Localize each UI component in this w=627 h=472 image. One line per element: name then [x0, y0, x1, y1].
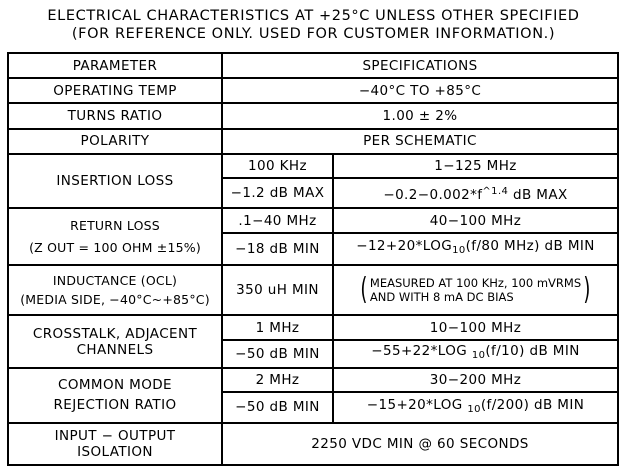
- common-mode-freq-high: 30−200 MHz: [333, 368, 618, 392]
- crosstalk-value-high: [333, 340, 618, 368]
- table-row-operating-temp: [8, 78, 618, 103]
- common-mode-label-line-1: COMMON MODE: [58, 377, 172, 394]
- crosstalk-formula-tail: (f/10) dB MIN: [485, 343, 580, 360]
- isolation-label-line-2: ISOLATION: [77, 443, 153, 460]
- table-row-return-loss-freq: [8, 208, 618, 232]
- isolation-label-line-1: INPUT − OUTPUT: [54, 427, 176, 444]
- isolation-label: [8, 423, 222, 466]
- turns-ratio-value: 1.00 ± 2%: [222, 103, 618, 128]
- crosstalk-value-low: −50 dB MIN: [222, 340, 333, 368]
- operating-temp-label: OPERATING TEMP: [8, 78, 222, 103]
- return-loss-label: [8, 208, 222, 265]
- header-line-2: (FOR REFERENCE ONLY. USED FOR CUSTOMER INFORMATION.): [71, 26, 556, 42]
- return-loss-formula-main: −12+20*LOG: [356, 238, 453, 255]
- insertion-loss-freq-high: 1−125 MHz: [333, 154, 618, 178]
- insertion-loss-value-low: −1.2 dB MAX: [222, 178, 333, 208]
- left-paren-icon: (: [360, 272, 368, 308]
- crosstalk-freq-high: 10−100 MHz: [333, 315, 618, 339]
- table-row-common-mode-freq: [8, 368, 618, 392]
- inductance-condition-line-1: MEASURED AT 100 KHz, 100 mVRMS: [369, 276, 582, 291]
- operating-temp-value: −40°C TO +85°C: [222, 78, 618, 103]
- table-row-isolation: [8, 423, 618, 466]
- return-loss-freq-low: .1−40 MHz: [222, 208, 333, 232]
- return-loss-formula-subscript: 10: [452, 245, 466, 257]
- return-loss-freq-high: 40−100 MHz: [333, 208, 618, 232]
- insertion-loss-freq-low: 100 KHz: [222, 154, 333, 178]
- polarity-value: PER SCHEMATIC: [222, 129, 618, 154]
- crosstalk-label: [8, 315, 222, 368]
- common-mode-formula-subscript: 10: [467, 403, 481, 415]
- common-mode-label-line-2: REJECTION RATIO: [53, 397, 177, 414]
- insertion-loss-formula-unit: dB MAX: [508, 186, 568, 203]
- insertion-loss-formula-main: −0.2−0.002*f: [383, 186, 483, 203]
- common-mode-formula-main: −15+20*LOG: [366, 396, 468, 413]
- common-mode-value-low: −50 dB MIN: [222, 392, 333, 422]
- turns-ratio-label: TURNS RATIO: [8, 103, 222, 128]
- insertion-loss-formula-exponent: ^1.4: [482, 185, 509, 197]
- common-mode-label: [8, 368, 222, 423]
- return-loss-label-line-2: (Z OUT = 100 OHM ±15%): [29, 239, 201, 255]
- crosstalk-freq-low: 1 MHz: [222, 315, 333, 339]
- inductance-condition: [333, 265, 618, 315]
- inductance-label-line-1: INDUCTANCE (OCL): [52, 272, 178, 288]
- crosstalk-formula-subscript: 10: [471, 350, 486, 362]
- common-mode-formula-tail: (f/200) dB MIN: [480, 396, 585, 413]
- return-loss-value-low: −18 dB MIN: [222, 233, 333, 265]
- insertion-loss-label: INSERTION LOSS: [8, 154, 222, 209]
- electrical-characteristics-table: [7, 52, 619, 466]
- column-header-specifications: SPECIFICATIONS: [222, 53, 618, 78]
- isolation-value: 2250 VDC MIN @ 60 SECONDS: [222, 423, 618, 466]
- common-mode-value-high: [333, 392, 618, 422]
- insertion-loss-value-high: [333, 178, 618, 208]
- right-paren-icon: ): [583, 272, 591, 308]
- table-row-crosstalk-freq: [8, 315, 618, 339]
- table-row-inductance: [8, 265, 618, 315]
- table-row-header: [8, 53, 618, 78]
- table-row-turns-ratio: [8, 103, 618, 128]
- inductance-value: 350 uH MIN: [222, 265, 333, 315]
- return-loss-formula-tail: (f/80 MHz) dB MIN: [465, 238, 595, 255]
- return-loss-label-line-1: RETURN LOSS: [70, 217, 160, 233]
- inductance-label: [8, 265, 222, 315]
- common-mode-freq-low: 2 MHz: [222, 368, 333, 392]
- crosstalk-formula-main: −55+22*LOG: [371, 343, 472, 360]
- polarity-label: POLARITY: [8, 129, 222, 154]
- crosstalk-label-line-2: CHANNELS: [76, 341, 154, 358]
- table-row-polarity: [8, 129, 618, 154]
- inductance-label-line-2: (MEDIA SIDE, −40°C~+85°C): [20, 291, 210, 307]
- crosstalk-label-line-1: CROSSTALK, ADJACENT: [32, 325, 198, 342]
- inductance-condition-line-2: AND WITH 8 mA DC BIAS: [369, 290, 514, 305]
- table-row-insertion-loss-freq: [8, 154, 618, 178]
- header-line-1: ELECTRICAL CHARACTERISTICS AT +25°C UNLESS OTHER SPECIFIED: [47, 8, 580, 24]
- return-loss-value-high: [333, 233, 618, 265]
- column-header-parameter: PARAMETER: [8, 53, 222, 78]
